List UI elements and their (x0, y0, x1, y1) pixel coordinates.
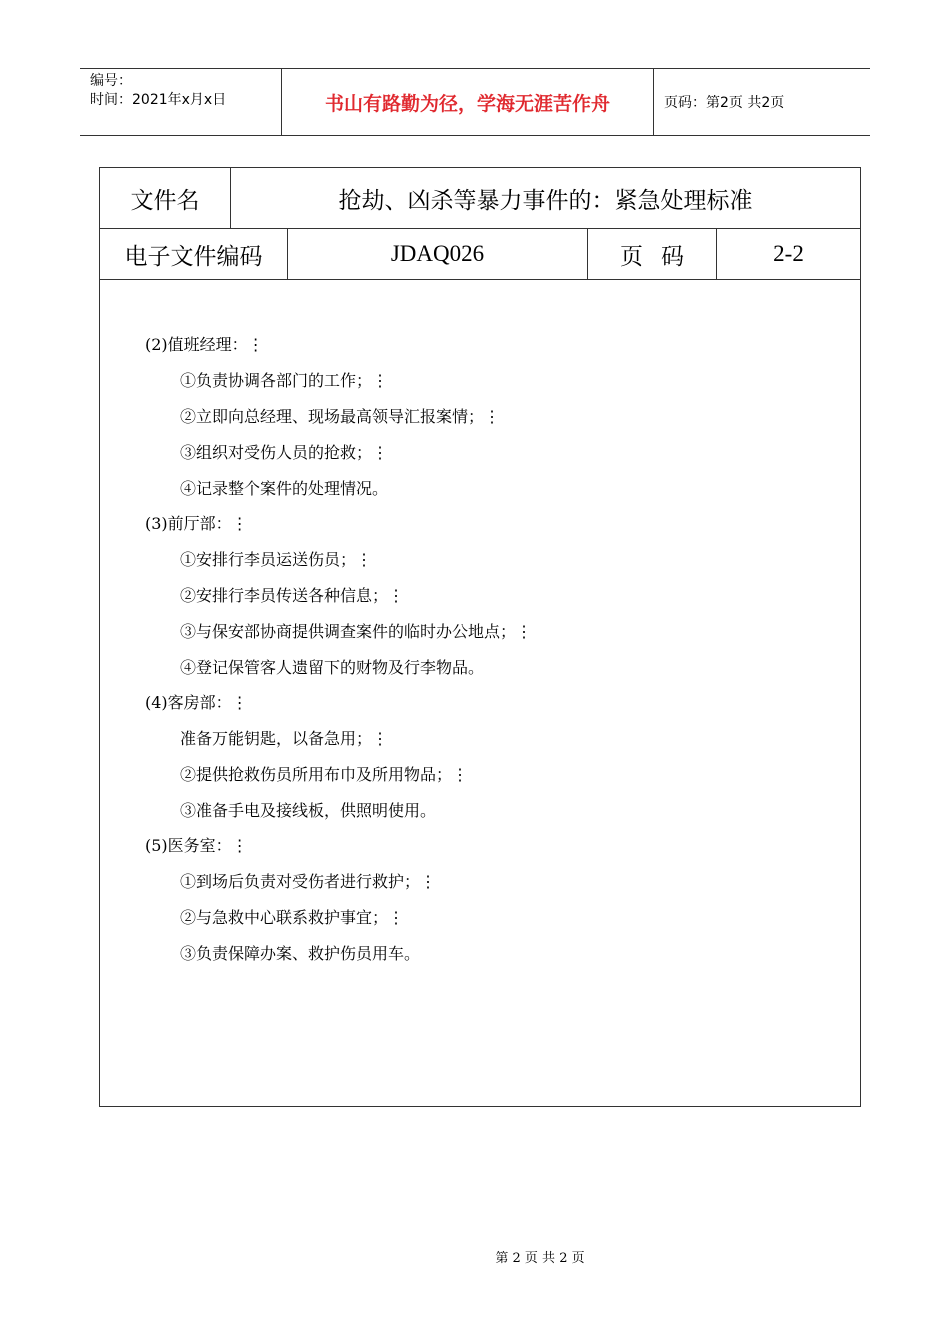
page-value: 2-2 (773, 241, 804, 266)
header-motto: 书山有路勤为径，学海无涯苦作舟 (282, 69, 654, 135)
section-heading: (3)前厅部：⋮ (145, 514, 248, 533)
file-name-row (100, 168, 860, 229)
header-page-label: 页码：第2页 共2页 (664, 95, 785, 111)
list-item: ④登记保管客人遗留下的财物及行李物品。 (180, 658, 485, 677)
list-item: ②提供抢救伤员所用布巾及所用物品；⋮ (180, 765, 469, 784)
section-heading: (5)医务室：⋮ (145, 836, 248, 855)
list-item: ③组织对受伤人员的抢救；⋮ (180, 443, 389, 462)
list-item: ②安排行李员传送各种信息；⋮ (180, 586, 405, 605)
section-heading: (4)客房部：⋮ (145, 693, 248, 712)
list-item: 准备万能钥匙，以备急用；⋮ (180, 729, 389, 748)
page-footer: 第 2 页 共 2 页 (495, 1251, 585, 1266)
document-time-label: 时间：2021年x月x日 (90, 92, 227, 108)
page-label: 页码 (588, 229, 717, 279)
list-item: ③负责保障办案、救护伤员用车。 (180, 944, 421, 963)
list-item: ③与保安部协商提供调查案件的临时办公地点；⋮ (180, 622, 533, 641)
section-heading: (2)值班经理：⋮ (145, 335, 264, 354)
file-code-row (100, 229, 860, 280)
list-item: ①安排行李员运送伤员；⋮ (180, 550, 373, 569)
file-code-value: JDAQ026 (288, 229, 588, 279)
header-meta (80, 69, 282, 135)
file-name-label: 文件名 (100, 168, 231, 228)
file-code-label: 电子文件编码 (100, 229, 288, 279)
list-item: ②立即向总经理、现场最高领导汇报案情；⋮ (180, 407, 501, 426)
page-header (80, 68, 870, 136)
document-number-label: 编号： (90, 73, 132, 89)
list-item: ②与急救中心联系救护事宜；⋮ (180, 908, 405, 927)
list-item: ③准备手电及接线板，供照明使用。 (180, 801, 437, 820)
file-name-value: 抢劫、凶杀等暴力事件的：紧急处理标准 (338, 187, 753, 214)
list-item: ①负责协调各部门的工作；⋮ (180, 371, 389, 390)
list-item: ④记录整个案件的处理情况。 (180, 479, 389, 498)
list-item: ①到场后负责对受伤者进行救护；⋮ (180, 872, 437, 891)
